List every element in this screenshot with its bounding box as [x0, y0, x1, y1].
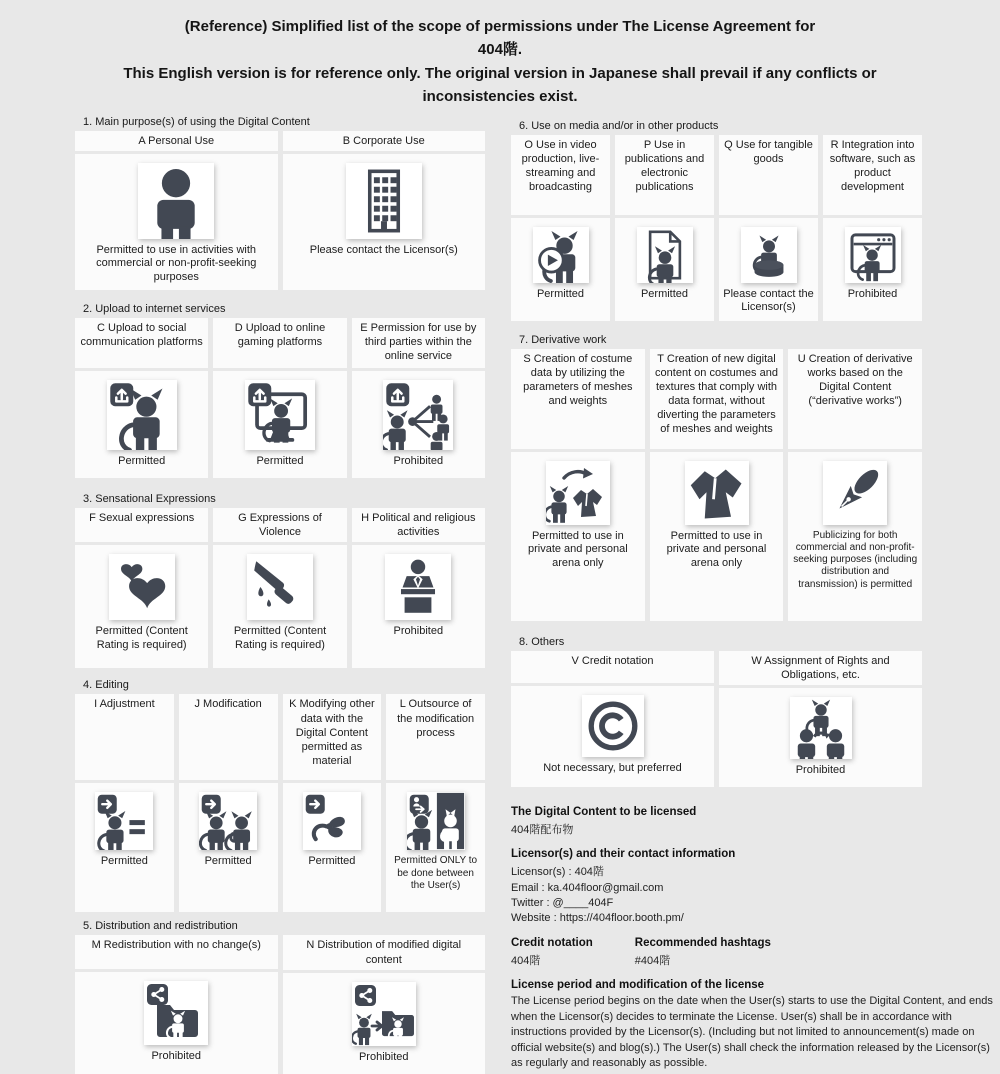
section-5: [75, 920, 485, 1073]
rights-transfer-icon: [790, 697, 852, 759]
cards-row: [75, 318, 485, 478]
card-title: W Assignment of Rights and Obligations, etc.: [719, 651, 922, 685]
permission-card: [615, 135, 714, 321]
card-body: [75, 371, 208, 478]
cards-row: [75, 694, 485, 912]
card-caption: Please contact the Licensor(s): [723, 288, 814, 314]
cat-upload-icon: [107, 380, 177, 450]
card-title: A Personal Use: [75, 131, 278, 151]
cards-row: [511, 135, 922, 321]
cards-row: [511, 349, 922, 621]
card-caption: Permitted: [536, 288, 585, 300]
page-title-line2: 404階.: [477, 41, 523, 59]
card-caption: Permitted: [640, 288, 689, 300]
credit-hashtag-row: [511, 937, 993, 968]
card-title: G Expressions of Violence: [213, 508, 346, 542]
credit-value: 404階: [511, 954, 541, 967]
permission-card: [213, 318, 346, 478]
permission-card: [213, 508, 346, 668]
section-2: [75, 303, 485, 478]
permission-card: [511, 651, 714, 787]
hearts-icon: [109, 554, 175, 620]
costume-data-icon: [685, 461, 749, 525]
permission-card: [179, 694, 278, 912]
section-title: 8. Others: [519, 635, 565, 648]
section-7: [511, 334, 922, 621]
page-title-line3: This English version is for reference only. The original version in Japanese shall prevail if any conflicts or inconsistencies exist.: [123, 64, 877, 105]
card-body: [719, 688, 922, 787]
licensor-twitter: Twitter : @____404F: [511, 896, 614, 909]
modify-cats-icon: [199, 792, 257, 850]
card-title: O Use in video production, live-streaming and broadcasting: [511, 135, 610, 215]
card-body: [213, 371, 346, 478]
hashtags-block: [635, 937, 771, 968]
permission-card: [788, 349, 922, 621]
card-title: U Creation of derivative works based on the Digital Content (“derivative works”): [788, 349, 922, 449]
page-title-line1: (Reference) Simplified list of the scope of permissions under The License Agreement for: [184, 18, 816, 35]
licensor-email: Email : ka.404floor@gmail.com: [511, 881, 664, 894]
hashtags-value: #404階: [634, 954, 671, 967]
permission-card: [75, 935, 278, 1073]
hashtags-heading: Recommended hashtags: [634, 936, 771, 949]
card-body: [788, 452, 922, 621]
card-title: N Distribution of modified digital content: [283, 935, 486, 969]
card-title: R Integration into software, such as product development: [823, 135, 922, 215]
podium-speaker-icon: [385, 554, 451, 620]
page-title: [90, 0, 910, 108]
permission-card: [283, 131, 486, 290]
copyright-icon: [582, 695, 644, 757]
permission-card: [511, 349, 645, 621]
card-body: [511, 218, 610, 321]
card-title: P Use in publications and electronic publications: [615, 135, 714, 215]
card-caption: Prohibited: [393, 455, 444, 468]
card-body: [615, 218, 714, 321]
permission-card: [283, 935, 486, 1073]
card-caption: Permitted ONLY to be done between the User(s): [394, 855, 478, 891]
section-4: [75, 679, 485, 912]
cards-row: [511, 651, 922, 787]
card-title: H Political and religious activities: [352, 508, 485, 542]
card-title: E Permission for use by third parties within the online service: [352, 318, 485, 368]
software-window-cat-icon: [845, 227, 901, 283]
card-title: Q Use for tangible goods: [719, 135, 818, 215]
cat-play-video-icon: [533, 227, 589, 283]
left-column: [75, 116, 485, 1074]
card-body: [75, 154, 278, 290]
card-caption: Permitted: [100, 855, 148, 868]
person-icon: [138, 163, 214, 239]
card-caption: Prohibited: [795, 763, 846, 776]
card-title: J Modification: [179, 694, 278, 780]
card-body: [650, 452, 784, 621]
card-caption: Permitted: [118, 455, 166, 468]
right-column: [511, 116, 993, 1072]
section-title: 3. Sensational Expressions: [83, 493, 216, 506]
card-caption: Prohibited: [358, 1050, 409, 1063]
card-caption: Permitted to use in private and personal arena only: [666, 529, 767, 569]
license-info-block: [511, 806, 993, 1072]
knife-blood-icon: [247, 554, 313, 620]
digital-content-value: 404階配布物: [511, 823, 574, 836]
card-body: [386, 783, 485, 912]
material-bow-icon: [303, 792, 361, 850]
section-title: 2. Upload to internet services: [83, 303, 226, 316]
card-title: F Sexual expressions: [75, 508, 208, 542]
licensor-name: Licensor(s) : 404階: [511, 865, 604, 878]
permission-card: [283, 694, 382, 912]
card-body: [75, 972, 278, 1073]
card-caption: Not necessary, but preferred: [543, 761, 682, 774]
card-caption: Publicizing for both commercial and non-profit-seeking purposes (including distribution and transmission) is permitted: [793, 529, 918, 590]
section-title: 7. Derivative work: [519, 333, 607, 346]
permission-card: [823, 135, 922, 321]
card-title: B Corporate Use: [283, 131, 486, 151]
permission-card: [75, 508, 208, 668]
card-title: C Upload to social communication platforms: [75, 318, 208, 368]
figurine-cat-icon: [741, 227, 797, 283]
card-body: [213, 545, 346, 668]
credit-heading: Credit notation: [511, 936, 593, 949]
licensor-heading: Licensor(s) and their contact information: [511, 847, 736, 860]
card-title: K Modifying other data with the Digital Content permitted as material: [283, 694, 382, 780]
permission-card: [719, 135, 818, 321]
section-title: 5. Distribution and redistribution: [83, 920, 238, 933]
card-title: L Outsource of the modification process: [386, 694, 485, 780]
permission-card: [719, 651, 922, 787]
pen-derivative-icon: [823, 461, 887, 525]
section-3: [75, 493, 485, 668]
permission-card: [75, 694, 174, 912]
monitor-cat-upload-icon: [245, 380, 315, 450]
share-third-parties-upload-icon: [383, 380, 453, 450]
card-body: [283, 973, 486, 1074]
card-body: [352, 371, 485, 478]
section-title: 4. Editing: [83, 679, 129, 692]
card-body: [283, 154, 486, 290]
content-columns: [0, 108, 1000, 1074]
card-caption: Please contact the Licensor(s): [309, 244, 458, 257]
card-caption: Permitted (Content Rating is required): [233, 625, 327, 651]
card-body: [179, 783, 278, 912]
permission-card: [75, 318, 208, 478]
section-8: [511, 636, 922, 787]
card-caption: Permitted to use in activities with commercial or non-profit-seeking purposes: [96, 244, 257, 283]
section-title: 1. Main purpose(s) of using the Digital Content: [83, 116, 310, 128]
license-period-heading: License period and modification of the license: [511, 978, 765, 991]
card-body: [352, 545, 485, 668]
credit-notation-block: [511, 937, 593, 968]
card-caption: Permitted to use in private and personal arena only: [527, 529, 628, 569]
share-modified-folder-icon: [352, 982, 416, 1046]
card-title: D Upload to online gaming platforms: [213, 318, 346, 368]
card-body: [283, 783, 382, 912]
card-body: [75, 545, 208, 668]
card-caption: Permitted: [204, 855, 252, 868]
outsource-users-icon: [407, 792, 465, 850]
card-caption: Prohibited: [393, 625, 444, 638]
licensor-website: Website : https://404floor.booth.pm/: [511, 911, 684, 924]
digital-content-heading: The Digital Content to be licensed: [511, 805, 697, 818]
share-folder-cat-icon: [144, 981, 208, 1045]
card-body: [823, 218, 922, 321]
card-caption: Permitted (Content Rating is required): [95, 625, 188, 651]
card-caption: Prohibited: [151, 1050, 202, 1063]
card-title: T Creation of new digital content on costumes and textures that comply with data format, without diverting the parameters of meshes and weights: [650, 349, 784, 449]
card-title: M Redistribution with no change(s): [75, 935, 278, 969]
section-1: [75, 116, 485, 290]
permission-card: [386, 694, 485, 912]
permission-card: [75, 131, 278, 290]
permission-card: [352, 508, 485, 668]
cards-row: [75, 131, 485, 290]
building-icon: [346, 163, 422, 239]
card-body: [719, 218, 818, 321]
card-body: [511, 452, 645, 621]
card-caption: Permitted: [308, 855, 356, 868]
card-caption: Prohibited: [847, 288, 898, 300]
card-body: [75, 783, 174, 912]
card-body: [511, 686, 714, 787]
cards-row: [75, 508, 485, 668]
cat-to-costume-icon: [546, 461, 610, 525]
document-cat-icon: [637, 227, 693, 283]
section-6: [511, 120, 922, 321]
card-caption: Permitted: [256, 455, 304, 468]
card-title: I Adjustment: [75, 694, 174, 780]
permission-card: [511, 135, 610, 321]
license-period-body: The License period begins on the date when the User(s) starts to use the Digital Content, and ends when the Licensor(s) decides to terminate the License. User(s) shall be in accordance with instructions provided by the Licensor(s). (Including but not limited to announcement(s) made on official website(s) and blog(s).) The User(s) shall check the information released by the Licensor(s) as regularly and reasonably as possible.: [511, 994, 993, 1070]
section-title: 6. Use on media and/or in other products: [519, 120, 719, 132]
adjust-cat-equals-icon: [95, 792, 153, 850]
permission-card: [650, 349, 784, 621]
card-title: V Credit notation: [511, 651, 714, 683]
cards-row: [75, 935, 485, 1073]
card-title: S Creation of costume data by utilizing the parameters of meshes and weights: [511, 349, 645, 449]
permission-card: [352, 318, 485, 478]
